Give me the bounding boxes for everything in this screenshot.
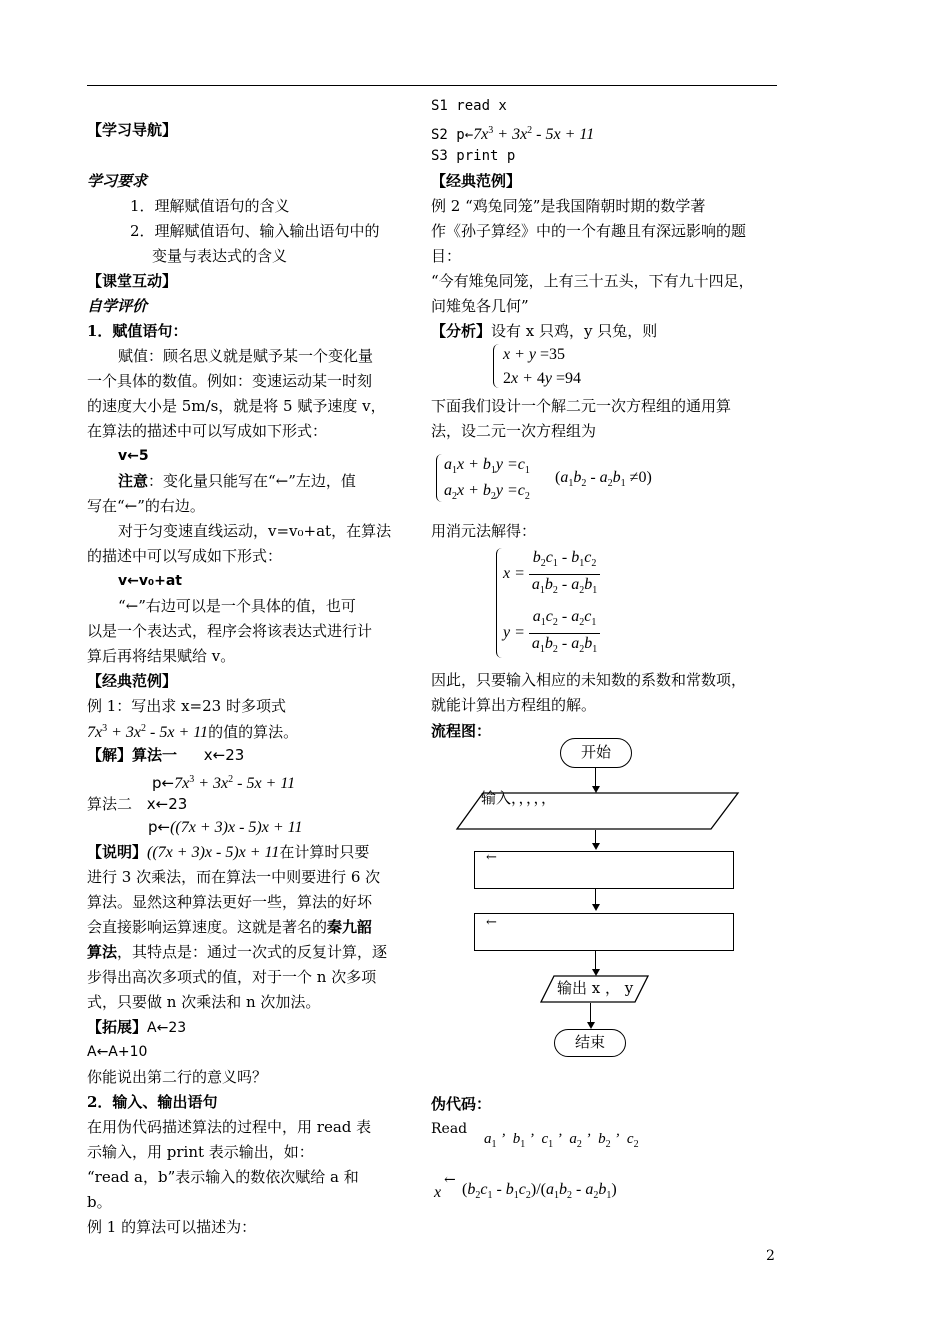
- code-v-5: v←5: [118, 448, 149, 464]
- alg2-x: x←23: [146, 795, 188, 813]
- explanation-line: [87, 840, 369, 865]
- explanation-text: ，其特点是：通过一次式的反复计算，逐: [117, 943, 388, 961]
- step-s1: S1 read x: [431, 98, 507, 114]
- general-eq-2: $a_2x + b_2y =c_2$: [444, 482, 530, 502]
- analysis-line: [431, 319, 657, 343]
- note-line: [118, 469, 356, 493]
- para-line: 在算法的描述中可以写成如下形式：: [87, 422, 328, 440]
- eq2-lhs: 2x + 4y: [503, 370, 557, 387]
- ext-code-2: A←A+10: [87, 1044, 148, 1060]
- analysis-label: 【分析】: [431, 322, 492, 340]
- flowchart-output-label: 输出 x ， y: [557, 979, 634, 997]
- para-line: 就能计算出方程组的解。: [431, 696, 597, 714]
- requirement-1: 1．理解赋值语句的含义: [130, 197, 290, 215]
- explanation-label: 【说明】: [87, 843, 148, 861]
- p-arrow: p←: [148, 818, 171, 836]
- p-arrow: p←: [152, 774, 175, 792]
- flow-arrowhead: [592, 904, 600, 911]
- step-s2-line: [431, 119, 594, 147]
- para-line: 例 1 的算法可以描述为：: [87, 1218, 257, 1236]
- assignment-section-title: 1．赋值语句：: [87, 322, 188, 340]
- eq1-lhs: x + y: [503, 346, 540, 363]
- para-line: 对于匀变速直线运动，v=v₀+at，在算法: [118, 522, 392, 540]
- para-line: [87, 940, 387, 964]
- para-line: b。: [87, 1193, 112, 1211]
- requirement-2a: 2．理解赋值语句、输入输出语句中的: [130, 222, 380, 240]
- flowchart-end: 结束: [554, 1029, 626, 1057]
- para-line: 写在“←”的右边。: [87, 497, 205, 515]
- page-number: 2: [766, 1248, 775, 1264]
- para-line: 下面我们设计一个解二元一次方程组的通用算: [431, 397, 732, 415]
- determinant-condition: $(a_1b_2 - a_2b_1 \ne 0)$: [555, 469, 652, 489]
- pseudocode-title: 伪代码：: [431, 1095, 492, 1113]
- para-line: 目：: [431, 247, 462, 265]
- para-line: 法，设二元一次方程组为: [431, 422, 597, 440]
- eq2-rhs: =94: [556, 370, 582, 387]
- para-line: 示输入，用 print 表示输出，如：: [87, 1143, 314, 1161]
- solution-y: y = $\frac{a_1c_2 - a_2c_1}{a_1b_2 - a_2b_1}$: [503, 607, 600, 660]
- read-variables: $a_1$ ’ $b_1$ ’ $c_1$ ’ $a_2$ ’ $b_2$ ’ $c_2$: [484, 1131, 639, 1150]
- extension-line: [87, 1015, 186, 1040]
- ext-code-1: A←23: [147, 1020, 187, 1036]
- alg1-x: x←23: [203, 746, 245, 764]
- para-line: 式，只要做 n 次乘法和 n 次加法。: [87, 993, 321, 1011]
- para-line: 例 2 “鸡兔同笼”是我国隋朝时期的数学著: [431, 197, 706, 215]
- analysis-text: 设有 x 只鸡，y 只兔，则: [491, 322, 658, 340]
- qin-jiushao-bold: 秦九韶: [327, 918, 373, 936]
- para-line: 步得出高次多项式的值，对于一个 n 次多项: [87, 968, 377, 986]
- header-rule: [87, 85, 777, 86]
- note-text: ：变化量只能写在“←”左边，值: [148, 472, 356, 490]
- solution-x: x = $\frac{b_2c_1 - b_1c_2}{a_1b_2 - a_2b_1}$: [503, 548, 600, 601]
- classroom-heading: 【课堂互动】: [87, 272, 178, 290]
- step-s2: S2 p←: [431, 127, 474, 143]
- general-system-brace: [436, 454, 443, 502]
- examples-heading-right: 【经典范例】: [431, 172, 522, 190]
- equation-2: [503, 366, 581, 391]
- note-label: 注意: [118, 472, 149, 490]
- io-section-title: 2．输入、输出语句: [87, 1093, 218, 1111]
- para-line: 进行 3 次乘法，而在算法一中则要进行 6 次: [87, 868, 381, 886]
- para-line: 因此，只要输入相应的未知数的系数和常数项，: [431, 671, 747, 689]
- flow-arrowhead: [592, 843, 600, 850]
- s2-formula: $7x^3 + 3x^2 - 5x + 11$: [473, 125, 595, 143]
- solution-label: 【解】算法一: [87, 746, 178, 764]
- polynomial-formula: $7x^3 + 3x^2 - 5x + 11$: [87, 723, 209, 741]
- requirement-2b: 变量与表达式的含义: [152, 247, 288, 265]
- code-v-v0-at: v←v₀+at: [118, 573, 182, 589]
- general-eq-1: $a_1x + b_1y =c_1$: [444, 456, 530, 476]
- explanation-text: 在计算时只要: [279, 843, 370, 861]
- para-line: 的速度大小是 5m/s，就是将 5 赋予速度 v，: [87, 397, 386, 415]
- explanation-text: 会直接影响运算速度。这就是著名的: [87, 918, 328, 936]
- system-brace: [493, 344, 500, 388]
- para-line: “←”右边可以是一个具体的值，也可: [118, 597, 356, 615]
- solution-line: [87, 743, 244, 767]
- alg1-formula: $7x^3 + 3x^2 - 5x + 11$: [174, 774, 296, 792]
- pseudocode-x-formula: $(b_2c_1 - b_1c_2)/(a_1b_2 - a_2b_1)$: [462, 1181, 617, 1201]
- flowchart-process-2: [474, 913, 734, 951]
- flowchart-process-1: [474, 851, 734, 889]
- assign-x-var: x: [434, 1184, 442, 1201]
- para-line: 问雉兔各几何”: [431, 297, 529, 315]
- alg2-p-line: [148, 815, 302, 840]
- horner-formula: ((7x + 3)x - 5)x + 11: [147, 844, 280, 861]
- para-line: 作《孙子算经》中的一个有趣且有深远影响的题: [431, 222, 747, 240]
- para-line: 以是一个表达式，程序会将该表达式进行计: [87, 622, 373, 640]
- pseudocode-assign-x: [434, 1180, 441, 1205]
- examples-heading: 【经典范例】: [87, 672, 178, 690]
- para-line: 算法。显然这种算法更好一些，算法的好坏: [87, 893, 373, 911]
- para-line: [87, 915, 372, 939]
- para-line: “今有雉兔同笼，上有三十五头，下有九十四足，: [431, 272, 754, 290]
- self-eval-heading: 自学评价: [87, 297, 148, 315]
- flowchart-input-label: 输入，，，，，: [481, 789, 557, 807]
- learning-requirements-heading: 学习要求: [87, 172, 148, 190]
- flow-arrowhead: [587, 1022, 595, 1029]
- assign-arrow: ←: [444, 1172, 456, 1188]
- para-line: “read a，b”表示输入的数依次赋给 a 和: [87, 1168, 359, 1186]
- flow-arrow-line: [595, 951, 596, 971]
- flowchart-title: 流程图：: [431, 722, 492, 740]
- extension-label: 【拓展】: [87, 1018, 148, 1036]
- example1-line: 例 1：写出求 x=23 时多项式: [87, 697, 286, 715]
- equation-1: [503, 342, 565, 367]
- para-line: 的描述中可以写成如下形式：: [87, 547, 283, 565]
- alg2-formula: ((7x + 3)x - 5)x + 11: [170, 819, 303, 836]
- process-1-label: ←: [486, 850, 497, 865]
- step-s3: S3 print p: [431, 148, 516, 164]
- section-nav-heading: 【学习导航】: [87, 121, 178, 139]
- para-line: 一个具体的数值。例如：变速运动某一时刻: [87, 372, 373, 390]
- alg2-label: 算法二: [87, 795, 133, 813]
- para-line: 赋值：顾名思义就是赋予某一个变化量: [118, 347, 374, 365]
- pseudocode-read: Read: [431, 1121, 468, 1137]
- example1-poly-line: [87, 717, 298, 745]
- process-2-label: ←: [486, 915, 497, 930]
- elimination-text: 用消元法解得：: [431, 522, 537, 540]
- example1-text: 的值的算法。: [208, 723, 299, 741]
- para-line: 在用伪代码描述算法的过程中，用 read 表: [87, 1118, 372, 1136]
- eq1-rhs: =35: [540, 346, 566, 363]
- algorithm-bold: 算法: [87, 943, 118, 961]
- solution-brace: [496, 548, 503, 658]
- flowchart-start: 开始: [560, 738, 632, 768]
- alg2-line: [87, 792, 187, 816]
- para-line: 算后再将结果赋给 v。: [87, 647, 236, 665]
- para-line: 你能说出第二行的意义吗？: [87, 1068, 268, 1086]
